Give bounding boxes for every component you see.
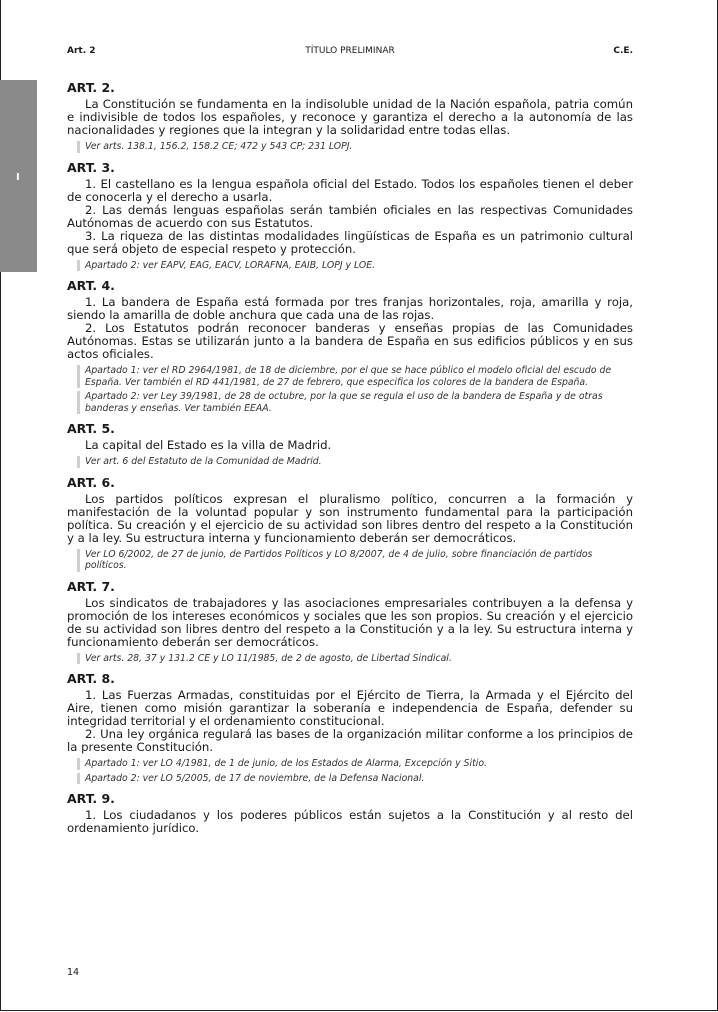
article xyxy=(67,791,633,835)
article-title: ART. 7. xyxy=(67,578,115,594)
header-title: TÍTULO PRELIMINAR xyxy=(305,46,395,56)
cross-reference-note: Ver LO 6/2002, de 27 de junio, de Partidos Políticos y LO 8/2007, de 4 de julio, sobre financiación de partidos políticos. xyxy=(77,549,633,572)
article xyxy=(67,80,633,153)
cross-reference-note: Apartado 2: ver EAPV, EAG, EACV, LORAFNA, EAIB, LOPJ y LOE. xyxy=(77,260,633,272)
article-title: ART. 8. xyxy=(67,671,115,686)
page-number: 14 xyxy=(67,967,80,978)
article-paragraph: 1. Los ciudadanos y los poderes públicos están sujetos a la Constitución y al resto del ordenamiento jurídico. xyxy=(67,808,633,835)
article-list xyxy=(67,80,633,842)
article xyxy=(67,475,633,572)
article-title: ART. 3. xyxy=(67,159,115,175)
cross-reference-note: Apartado 2: ver Ley 39/1981, de 28 de octubre, por la que se regula el uso de la bandera de España y de otras banderas y enseñas. Ver también EEAA. xyxy=(77,391,633,414)
cross-reference-note: Ver arts. 28, 37 y 131.2 CE y LO 11/1985, de 2 de agosto, de Libertad Sindical. xyxy=(77,653,633,665)
article-title: ART. 2. xyxy=(67,80,115,95)
article-paragraph: 2. Las demás lenguas españolas serán también oficiales en las respectivas Comunidades Autónomas de acuerdo con sus Estatutos. xyxy=(67,202,633,230)
article-paragraph: 1. El castellano es la lengua española oficial del Estado. Todos los españoles tienen el deber de conocerla y el derecho a usarla. xyxy=(67,176,633,204)
article xyxy=(67,671,633,784)
cross-reference-note: Apartado 2: ver LO 5/2005, de 17 de noviembre, de la Defensa Nacional. xyxy=(77,773,633,785)
article-paragraph: 2. Una ley orgánica regulará las bases de la organización militar conforme a los principios de la presente Constitución. xyxy=(67,727,633,754)
article-paragraph: Los partidos políticos expresan el pluralismo político, concurren a la formación y manifestación de la voluntad popular y son instrumento fundamental para la participación política. Su creación y el ejercicio de su actividad son libres dentro del respeto a la Constitución y a la ley. Su estructura interna y funcionamiento deberán ser democráticos. xyxy=(67,491,633,545)
article xyxy=(67,160,633,272)
article-paragraph: La Constitución se fundamenta en la indisoluble unidad de la Nación española, patria común e indivisible de todos los españoles, y reconoce y garantiza el derecho a la autonomía de las nacionalidades y regiones que la integran y la solidaridad entre todas ellas. xyxy=(67,97,633,137)
article xyxy=(67,421,633,468)
article-paragraph: 1. Las Fuerzas Armadas, constituidas por el Ejército de Tierra, la Armada y el Ejército del Aire, tienen como misión garantizar la soberanía e independencia de España, defender su integridad territorial y el ordenamiento constitucional. xyxy=(67,688,633,728)
article xyxy=(67,579,633,665)
article-title: ART. 4. xyxy=(67,278,115,293)
article xyxy=(67,278,633,414)
header-code: C.E. xyxy=(613,46,633,56)
cross-reference-note: Ver arts. 138.1, 156.2, 158.2 CE; 472 y 543 CP; 231 LOPJ. xyxy=(77,141,633,153)
section-tab-label: I xyxy=(16,172,20,183)
article-title: ART. 5. xyxy=(67,421,115,436)
article-paragraph: Los sindicatos de trabajadores y las asociaciones empresariales contribuyen a la defensa y promoción de los intereses económicos y sociales que les son propios. Su creación y el ejercicio de su actividad son libres dentro del respeto a la Constitución y a la ley. Su estructura interna y funcionamiento deberán ser democráticos. xyxy=(67,595,633,649)
article-paragraph: 1. La bandera de España está formada por tres franjas horizontales, roja, amarilla y roja, siendo la amarilla de doble anchura que cada una de las rojas. xyxy=(67,295,633,322)
header-article-ref: Art. 2 xyxy=(67,46,96,56)
article-title: ART. 9. xyxy=(67,791,115,806)
article-paragraph: La capital del Estado es la villa de Madrid. xyxy=(85,438,332,452)
article-paragraph: 2. Los Estatutos podrán reconocer banderas y enseñas propias de las Comunidades Autónomas. Estas se utilizarán junto a la bandera de España en sus edificios públicos y en sus actos oficiales. xyxy=(67,321,633,361)
cross-reference-note: Apartado 1: ver el RD 2964/1981, de 18 de diciembre, por el que se hace público el modelo oficial del escudo de España. Ver también el RD 441/1981, de 27 de febrero, que especifica los colores de la bandera de España. xyxy=(77,365,633,388)
running-header xyxy=(67,46,633,60)
article-paragraph: 3. La riqueza de las distintas modalidades lingüísticas de España es un patrimonio cultural que será objeto de especial respeto y protección. xyxy=(67,228,633,256)
article-title: ART. 6. xyxy=(67,474,115,490)
cross-reference-note: Ver art. 6 del Estatuto de la Comunidad de Madrid. xyxy=(77,456,633,468)
cross-reference-note: Apartado 1: ver LO 4/1981, de 1 de junio, de los Estados de Alarma, Excepción y Sitio. xyxy=(77,758,633,770)
section-tab xyxy=(0,80,37,272)
